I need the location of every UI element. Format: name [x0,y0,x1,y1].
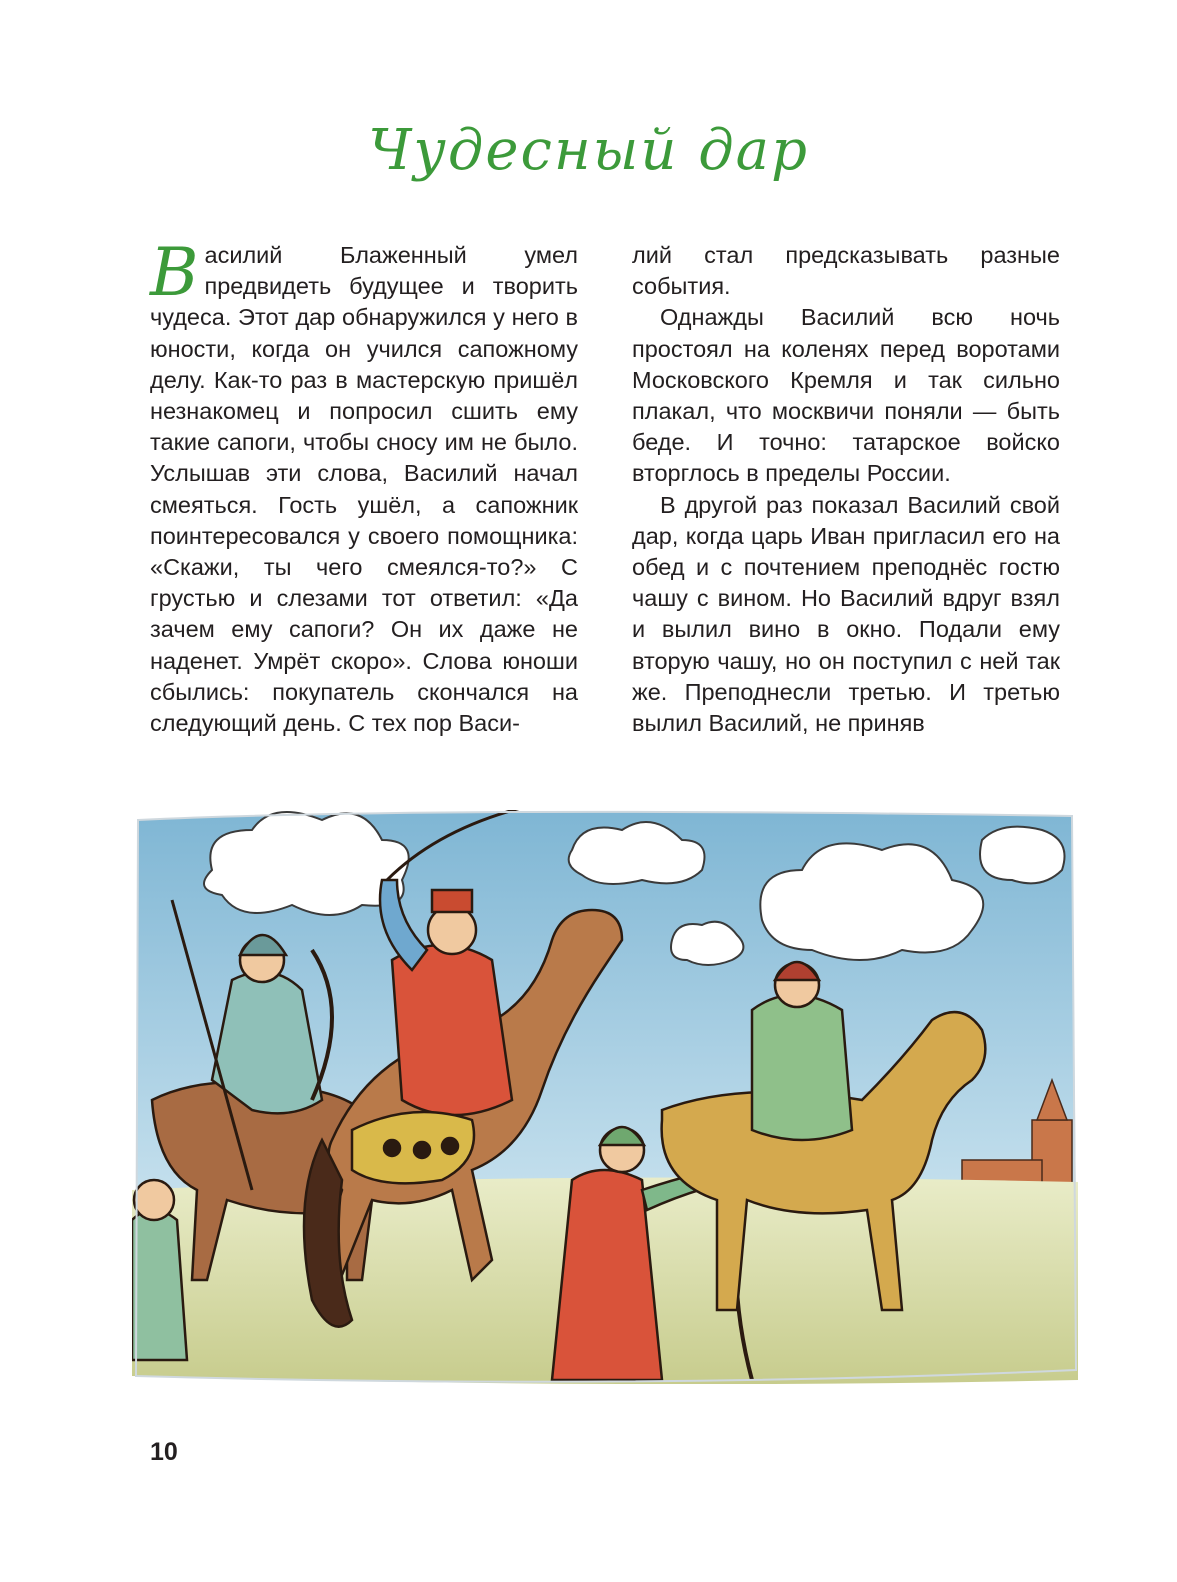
paragraph: лий стал предсказывать разные события. [632,242,1060,300]
text-column-right [632,240,1060,739]
paragraph: В другой раз показал Василий свой дар, когда царь Иван пригласил его на обед и с почтением преподнёс гостю чашу с вином. Но Василий вдруг взял и вылил вино в окно. Подали ему вторую чашу, но он поступил с ней так же. Преподнесли третью. И третью вылил Василий, не приняв [632,491,1060,737]
paragraph: Однажды Василий всю ночь простоял на коленях перед воротами Московского Кремля и так сильно плакал, что москвичи поняли — быть беде. И точно: татарское войско вторглось в пределы России. [632,304,1060,487]
paragraph [150,234,578,739]
paragraph-text: асилий Блаженный умел предвидеть будущее и творить чудеса. Этот дар обнаружился у него в юности, когда он учился сапожному делу. Как-то раз в мастерскую пришёл незнакомец и попросил сшить ему такие сапоги, чтобы сносу им не было. Услышав эти слова, Василий начал смеяться. Гость ушёл, а сапожник поинтересовался у своего помощника: «Скажи, ты чего смеялся-то?» С грустью и слезами тот ответил: «Да зачем ему сапоги? Он их даже не наденет. Умрёт скоро». Слова юноши сбылись: покупатель скончался на следующий день. С тех пор Васи- [150,242,578,737]
text-column-left [150,234,578,739]
illustration-horsemen [132,810,1078,1384]
page-number: 10 [150,1438,178,1466]
page-title: Чудесный дар [368,118,809,183]
drop-cap: В [150,234,199,311]
